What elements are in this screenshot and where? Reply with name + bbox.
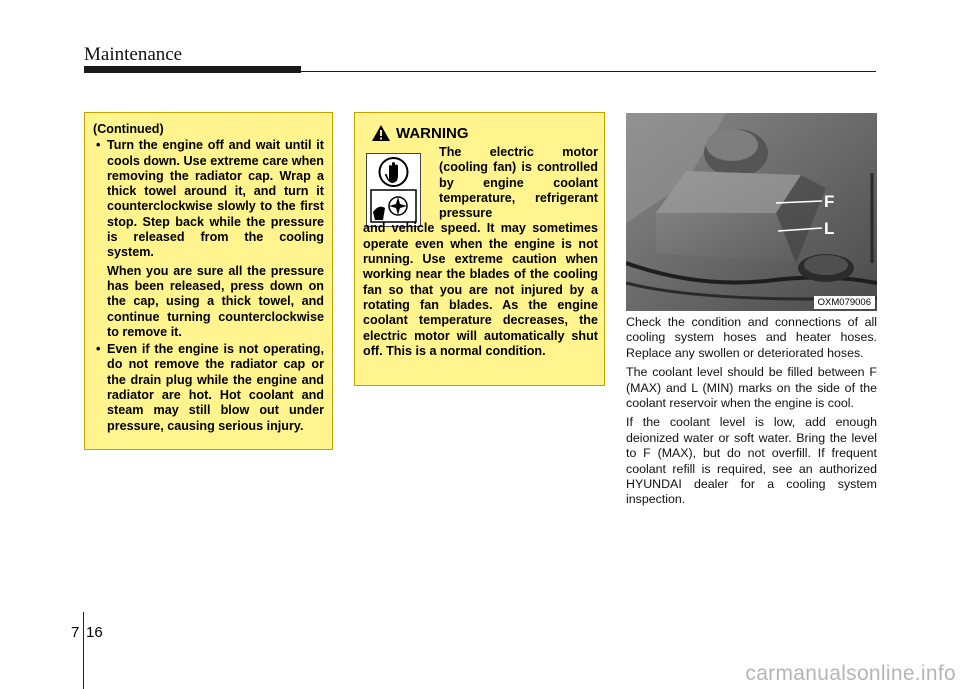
body-paragraph: If the coolant level is low, add enough deionized water or soft water. Bring the level to F (MAX), but do not overfill. If frequent coolant refill is required, see an authorized HYUNDAI dealer for a cooling system inspection.: [626, 415, 877, 507]
body-paragraph: The coolant level should be filled between F (MAX) and L (MIN) marks on the side of the coolant reservoir when the engine is cool.: [626, 365, 877, 411]
warning-label: WARNING: [396, 125, 469, 142]
max-mark-label: F: [824, 192, 835, 211]
bullet-subparagraph: When you are sure all the pressure has been released, press down on the cap, using a thick towel, and continue turning counterclockwise to remove it.: [107, 263, 324, 339]
header-bar: [84, 66, 301, 73]
warning-text-full: and vehicle speed. It may sometimes operate even when the engine is not running. Use extreme caution when working near the blades of the cooling fan so that you are not injured by a rotating fan blades. As the engine coolant temperature decreases, the electric motor will automatically shut off. This is a normal condition.: [363, 221, 598, 358]
figure-caption: OXM079006: [814, 296, 875, 309]
warning-triangle-icon: [371, 124, 391, 142]
bullet-text: Even if the engine is not operating, do not remove the radiator cap or the drain plug while the engine and radiator are hot. Hot coolant and steam may still blow out under pressure, causing serious injury.: [107, 342, 324, 433]
page-title: Maintenance: [84, 44, 183, 65]
min-mark-label: L: [824, 219, 835, 238]
watermark: carmanualsonline.info: [745, 662, 956, 685]
continued-label: (Continued): [93, 122, 164, 136]
bullet-dot: •: [96, 342, 101, 357]
bullet-item: [93, 342, 324, 434]
body-text: [626, 315, 877, 512]
footer-divider: [83, 612, 84, 689]
body-paragraph: Check the condition and connections of all cooling system hoses and heater hoses. Replace any swollen or deteriorated hoses.: [626, 315, 877, 360]
warning-text-indented: The electric motor (cooling fan) is controlled by engine coolant temperature, refrigerant pressure: [439, 145, 598, 221]
bullet-dot: •: [96, 138, 101, 153]
engine-bay-illustration: [626, 113, 877, 311]
header-rule: [301, 71, 876, 72]
page-number: 16: [86, 624, 103, 641]
caution-continued-box: [84, 112, 333, 450]
warning-text: [363, 145, 598, 359]
bullet-item: [93, 138, 324, 260]
bullet-text: Turn the engine off and wait until it cools down. Use extreme care when removing the radiator cap. Wrap a thick towel around it, and turn it counterclockwise slowly to the first stop. Step back while the pressure is released from the cooling system.: [107, 138, 324, 260]
coolant-reservoir-photo: [626, 113, 877, 311]
section-number: 7: [71, 624, 80, 641]
warning-box: [354, 112, 605, 386]
